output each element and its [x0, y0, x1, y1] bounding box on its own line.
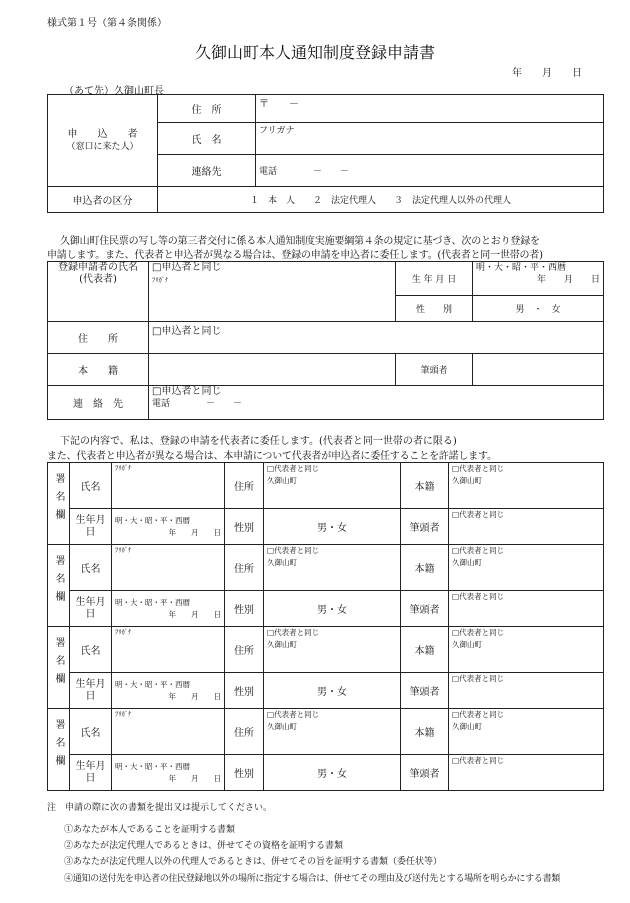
sig-sex-options[interactable]: 男・女 [264, 591, 401, 627]
sig-name-field[interactable]: ﾌﾘｶﾞﾅ [112, 627, 225, 673]
sig-address-label: 住所 [225, 627, 264, 673]
applicant-address-field[interactable]: 〒 － [256, 95, 604, 123]
signature-col-text: 署名欄 [53, 473, 64, 527]
sig-head-field[interactable]: □代表者と同じ [449, 591, 604, 627]
sig-address-field[interactable]: □代表者と同じ 久御山町 [264, 545, 401, 591]
sig-sex-options[interactable]: 男・女 [264, 755, 401, 791]
registrant-birth-field[interactable]: 明・大・昭・平・西暦 年 月 日 [473, 262, 604, 296]
sig-sex-label: 性別 [225, 755, 264, 791]
sig-birth-field[interactable]: 明・大・昭・平・西暦 年 月 日 [112, 591, 225, 627]
sig-address-field[interactable]: □代表者と同じ 久御山町 [264, 627, 401, 673]
category-label: 申込者の区分 [48, 187, 158, 213]
sig-birth-field[interactable]: 明・大・昭・平・西暦 年 月 日 [112, 755, 225, 791]
contact-label: 連絡先 [158, 155, 256, 187]
sig-head-label: 筆頭者 [401, 509, 449, 545]
registrant-name-field[interactable]: □申込者と同じ ﾌﾘｶﾞﾅ [149, 262, 396, 322]
applicant-contact-field[interactable]: 電話 － － [256, 155, 604, 187]
sig-sex-options[interactable]: 男・女 [264, 673, 401, 709]
note-3: ③あなたが法定代理人以外の代理人であるときは、併せてその旨を証明する書類（委任状等） [64, 857, 443, 867]
registrant-contact-label: 連 絡 先 [48, 386, 149, 420]
sig-address-label: 住所 [225, 545, 264, 591]
birth-label: 生 年 月 日 [396, 262, 473, 296]
delegation-line-2: また、代表者と申込者が異なる場合は、本申請について代表者が申込者に委任することを許諾します。 [47, 451, 497, 462]
intro-line-2: 申請します。また、代表者と申込者が異なる場合は、登録の申請を申込者に委任します。(代表者と同一世帯の者) [47, 250, 543, 261]
sig-name-label: 氏名 [70, 627, 112, 673]
registrant-name-label: 登録申請者の氏名 (代表者) [48, 262, 149, 322]
applicant-header: 申 込 者 （窓口に来た人） [48, 95, 158, 187]
delegation-line-1: 下記の内容で、私は、登録の申請を代表者に委任します。(代表者と同一世帯の者に限る) [60, 436, 457, 447]
sig-name-field[interactable]: ﾌﾘｶﾞﾅ [112, 463, 225, 509]
sig-sex-label: 性別 [225, 673, 264, 709]
addressee: （あて先）久御山町長 [64, 86, 164, 97]
sig-address-label: 住所 [225, 709, 264, 755]
name-label: 氏 名 [158, 123, 256, 155]
registrant-table [47, 261, 604, 420]
sig-sex-label: 性別 [225, 591, 264, 627]
registrant-head-field[interactable] [473, 354, 604, 386]
registrant-sex-options[interactable]: 男 ・ 女 [473, 296, 604, 322]
sig-birth-field[interactable]: 明・大・昭・平・西暦 年 月 日 [112, 509, 225, 545]
sig-head-label: 筆頭者 [401, 755, 449, 791]
sig-birth-field[interactable]: 明・大・昭・平・西暦 年 月 日 [112, 673, 225, 709]
sig-birth-label: 生年月日 [70, 591, 112, 627]
applicant-table [47, 94, 604, 213]
registrant-address-label: 住 所 [48, 322, 149, 354]
sig-address-field[interactable]: □代表者と同じ 久御山町 [264, 463, 401, 509]
sig-domicile-field[interactable]: □代表者と同じ 久御山町 [449, 627, 604, 673]
sig-domicile-label: 本籍 [401, 463, 449, 509]
date-line: 年 月 日 [512, 68, 582, 79]
registrant-address-field[interactable]: □申込者と同じ [149, 322, 604, 354]
sig-domicile-label: 本籍 [401, 627, 449, 673]
sig-name-field[interactable]: ﾌﾘｶﾞﾅ [112, 709, 225, 755]
signature-column-label [48, 709, 70, 791]
note-1: ①あなたが本人であることを証明する書類 [64, 825, 236, 835]
sig-head-label: 筆頭者 [401, 591, 449, 627]
signature-column-label [48, 627, 70, 709]
sig-domicile-field[interactable]: □代表者と同じ 久御山町 [449, 545, 604, 591]
page-title: 久御山町本人通知制度登録申請書 [194, 43, 435, 62]
note-2: ②あなたが法定代理人であるときは、併せてその資格を証明する書類 [64, 841, 344, 851]
signature-column-label [48, 463, 70, 545]
signature-col-text: 署名欄 [53, 719, 64, 773]
sig-sex-label: 性別 [225, 509, 264, 545]
address-label: 住 所 [158, 95, 256, 123]
sig-name-field[interactable]: ﾌﾘｶﾞﾅ [112, 545, 225, 591]
sig-birth-label: 生年月日 [70, 673, 112, 709]
intro-line-1: 久御山町住民票の写し等の第三者交付に係る本人通知制度実施要綱第４条の規定に基づき、次のとおり登録を [60, 236, 540, 247]
sig-name-label: 氏名 [70, 709, 112, 755]
sig-address-label: 住所 [225, 463, 264, 509]
sig-birth-label: 生年月日 [70, 509, 112, 545]
sex-label: 性 別 [396, 296, 473, 322]
sig-birth-label: 生年月日 [70, 755, 112, 791]
registrant-contact-field[interactable]: □申込者と同じ 電話 － － [149, 386, 604, 420]
applicant-category-options[interactable]: １ 本 人 ２ 法定代理人 ３ 法定代理人以外の代理人 [158, 187, 604, 213]
sig-address-field[interactable]: □代表者と同じ 久御山町 [264, 709, 401, 755]
form-number: 様式第１号（第４条関係） [47, 18, 167, 29]
head-label: 筆頭者 [396, 354, 473, 386]
sig-sex-options[interactable]: 男・女 [264, 509, 401, 545]
sig-name-label: 氏名 [70, 463, 112, 509]
sig-domicile-field[interactable]: □代表者と同じ 久御山町 [449, 463, 604, 509]
note-4: ④通知の送付先を申込者の住民登録地以外の場所に指定する場合は、併せてその理由及び送付先とする場所を明らかにする書類 [64, 874, 560, 884]
sig-name-label: 氏名 [70, 545, 112, 591]
domicile-label: 本 籍 [48, 354, 149, 386]
signature-col-text: 署名欄 [53, 637, 64, 691]
registrant-domicile-field[interactable] [149, 354, 396, 386]
sig-domicile-field[interactable]: □代表者と同じ 久御山町 [449, 709, 604, 755]
notes-heading: 注 申請の際に次の書類を提出又は提示してください。 [47, 803, 273, 813]
sig-domicile-label: 本籍 [401, 545, 449, 591]
sig-head-label: 筆頭者 [401, 673, 449, 709]
sig-head-field[interactable]: □代表者と同じ [449, 509, 604, 545]
applicant-name-field[interactable]: フリガナ [256, 123, 604, 155]
signature-column-label [48, 545, 70, 627]
sig-head-field[interactable]: □代表者と同じ [449, 755, 604, 791]
sig-domicile-label: 本籍 [401, 709, 449, 755]
signature-col-text: 署名欄 [53, 555, 64, 609]
signature-table [47, 462, 604, 791]
sig-head-field[interactable]: □代表者と同じ [449, 673, 604, 709]
